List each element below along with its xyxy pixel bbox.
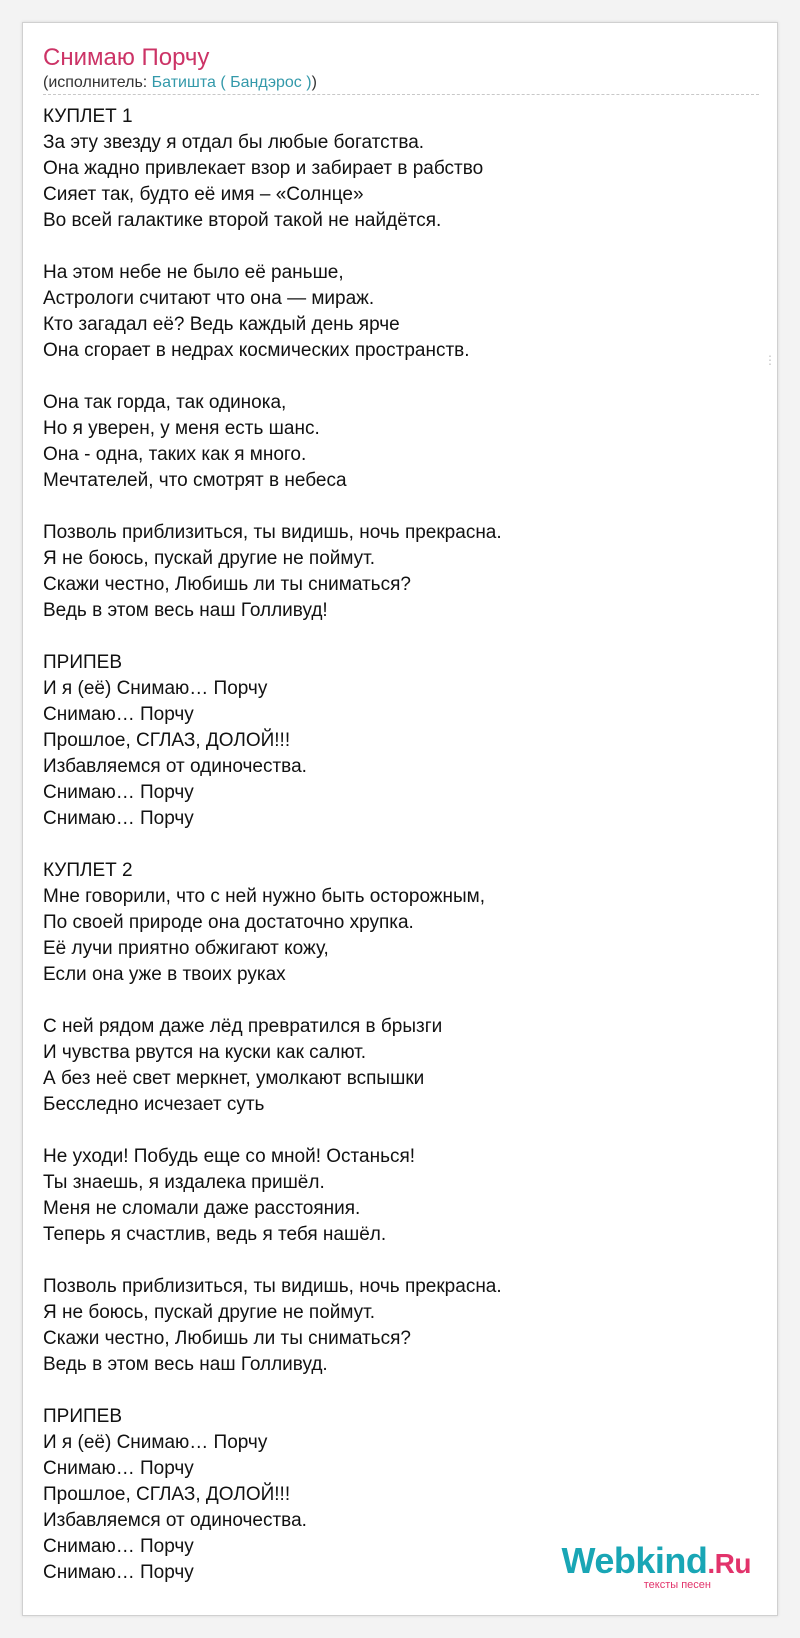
resize-grip-icon: ⋮: [764, 353, 776, 367]
lyric-line: Кто загадал её? Ведь каждый день ярче: [43, 314, 400, 335]
artist-line: [43, 73, 317, 93]
lyric-line: Она - одна, таких как я много.: [43, 444, 307, 465]
lyric-line: Мечтателей, что смотрят в небеса: [43, 470, 347, 491]
lyric-line: Прошлое, СГЛАЗ, ДОЛОЙ!!!: [43, 730, 291, 751]
lyric-line: Снимаю… Порчу: [43, 782, 194, 803]
site-logo[interactable]: [562, 1542, 751, 1591]
lyric-line: Прошлое, СГЛАЗ, ДОЛОЙ!!!: [43, 1484, 291, 1505]
lyric-line: ПРИПЕВ: [43, 652, 122, 673]
logo-tld: .Ru: [707, 1548, 751, 1579]
lyric-line: Избавляемся от одиночества.: [43, 756, 307, 777]
lyric-line: А без неё свет меркнет, умолкают вспышки: [43, 1068, 425, 1089]
lyric-line: Избавляемся от одиночества.: [43, 1510, 307, 1531]
lyric-line: Мне говорили, что с ней нужно быть осторожным,: [43, 886, 486, 907]
lyric-blank-line: [43, 364, 743, 390]
lyric-line: КУПЛЕТ 1: [43, 106, 133, 127]
artist-prefix: (исполнитель:: [43, 74, 152, 91]
lyric-line: Ведь в этом весь наш Голливуд.: [43, 1354, 328, 1375]
lyric-line: Снимаю… Порчу: [43, 1458, 194, 1479]
lyric-line: За эту звезду я отдал бы любые богатства.: [43, 132, 425, 153]
lyric-line: И я (её) Снимаю… Порчу: [43, 1432, 268, 1453]
lyric-line: ПРИПЕВ: [43, 1406, 122, 1427]
song-title: Снимаю Порчу: [43, 44, 210, 71]
lyric-line: Ведь в этом весь наш Голливуд!: [43, 600, 328, 621]
artist-suffix: ): [311, 74, 317, 91]
lyric-line: Астрологи считают что она — мираж.: [43, 288, 375, 309]
lyric-line: Она так горда, так одинока,: [43, 392, 287, 413]
lyric-line: Я не боюсь, пускай другие не поймут.: [43, 1302, 376, 1323]
lyric-line: Но я уверен, у меня есть шанс.: [43, 418, 320, 439]
logo-brand: Webkind: [561, 1540, 708, 1581]
lyric-line: Я не боюсь, пускай другие не поймут.: [43, 548, 376, 569]
lyric-line: Снимаю… Порчу: [43, 704, 194, 725]
lyric-line: Теперь я счастлив, ведь я тебя нашёл.: [43, 1224, 387, 1245]
lyric-line: Меня не сломали даже расстояния.: [43, 1198, 361, 1219]
lyric-line: На этом небе не было её раньше,: [43, 262, 344, 283]
lyric-line: Её лучи приятно обжигают кожу,: [43, 938, 329, 959]
lyric-line: Если она уже в твоих руках: [43, 964, 286, 985]
lyric-blank-line: [43, 988, 743, 1014]
lyrics-body: [43, 104, 743, 1586]
title-divider: [43, 94, 759, 95]
logo-tagline: тексты песен: [643, 1579, 711, 1591]
lyric-line: Позволь приблизиться, ты видишь, ночь прекрасна.: [43, 522, 502, 543]
lyric-line: Она сгорает в недрах космических пространств.: [43, 340, 470, 361]
lyric-line: И чувства рвутся на куски как салют.: [43, 1042, 367, 1063]
lyric-line: Скажи честно, Любишь ли ты сниматься?: [43, 1328, 411, 1349]
artist-link[interactable]: Батишта ( Бандэрос ): [151, 74, 312, 91]
lyric-blank-line: [43, 1248, 743, 1274]
lyric-line: КУПЛЕТ 2: [43, 860, 133, 881]
lyric-line: Снимаю… Порчу: [43, 808, 194, 829]
lyric-blank-line: [43, 494, 743, 520]
lyrics-card: [22, 22, 778, 1616]
lyric-blank-line: [43, 234, 743, 260]
lyric-line: С ней рядом даже лёд превратился в брызги: [43, 1016, 443, 1037]
lyric-blank-line: [43, 1378, 743, 1404]
lyric-line: И я (её) Снимаю… Порчу: [43, 678, 268, 699]
lyric-line: Во всей галактике второй такой не найдётся.: [43, 210, 442, 231]
lyric-line: По своей природе она достаточно хрупка.: [43, 912, 414, 933]
lyric-line: Сияет так, будто её имя – «Солнце»: [43, 184, 364, 205]
lyric-blank-line: [43, 832, 743, 858]
lyric-line: Ты знаешь, я издалека пришёл.: [43, 1172, 325, 1193]
lyric-line: Снимаю… Порчу: [43, 1562, 194, 1583]
lyric-line: Позволь приблизиться, ты видишь, ночь прекрасна.: [43, 1276, 502, 1297]
lyric-line: Скажи честно, Любишь ли ты сниматься?: [43, 574, 411, 595]
lyric-blank-line: [43, 1118, 743, 1144]
lyric-line: Она жадно привлекает взор и забирает в рабство: [43, 158, 484, 179]
lyric-line: Не уходи! Побудь еще со мной! Останься!: [43, 1146, 416, 1167]
lyric-blank-line: [43, 624, 743, 650]
lyric-line: Снимаю… Порчу: [43, 1536, 194, 1557]
lyric-line: Бесследно исчезает суть: [43, 1094, 265, 1115]
